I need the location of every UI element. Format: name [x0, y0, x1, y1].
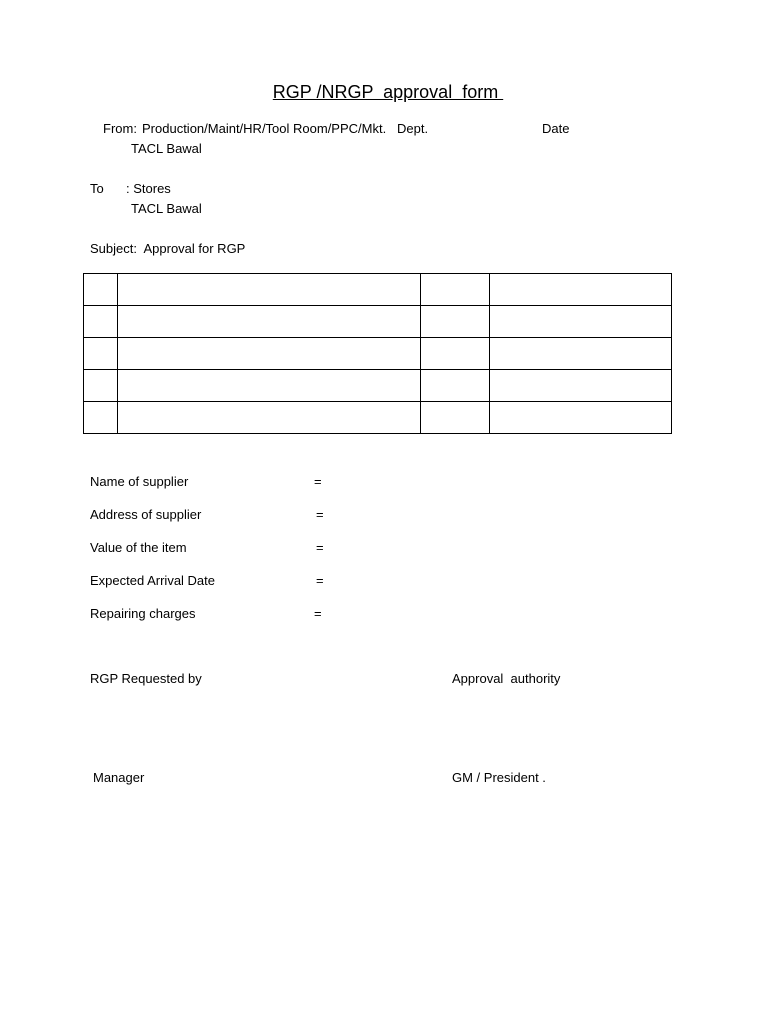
items-table [83, 273, 672, 434]
repair-charges-equals: = [314, 606, 322, 621]
table-cell [84, 402, 118, 434]
table-row [84, 370, 672, 402]
gm-president-label: GM / President . [452, 770, 546, 785]
table-cell [421, 370, 490, 402]
item-value-label: Value of the item [90, 540, 187, 555]
from-label: From: [103, 121, 137, 136]
supplier-address-label: Address of supplier [90, 507, 202, 522]
repair-charges-label: Repairing charges [90, 606, 196, 621]
table-cell [490, 370, 672, 402]
table-cell [490, 402, 672, 434]
table-cell [490, 274, 672, 306]
to-value: : Stores [126, 181, 171, 196]
table-cell [84, 306, 118, 338]
item-value-equals: = [316, 540, 324, 555]
table-cell [421, 274, 490, 306]
table-row [84, 402, 672, 434]
table-cell [421, 338, 490, 370]
from-department: Production/Maint/HR/Tool Room/PPC/Mkt. Dept. [142, 121, 429, 136]
table-cell [84, 370, 118, 402]
subject-line: Subject: Approval for RGP [90, 241, 246, 256]
table-cell [118, 370, 421, 402]
table-cell [118, 306, 421, 338]
date-label: Date [542, 121, 570, 136]
table-cell [118, 274, 421, 306]
table-cell [421, 402, 490, 434]
supplier-name-label: Name of supplier [90, 474, 189, 489]
table-cell [84, 338, 118, 370]
from-location: TACL Bawal [131, 141, 202, 156]
table-cell [421, 306, 490, 338]
form-title: RGP /NRGP approval form [272, 82, 504, 102]
table-row [84, 306, 672, 338]
requested-by-label: RGP Requested by [90, 671, 202, 686]
table-cell [490, 306, 672, 338]
approval-authority-label: Approval authority [452, 671, 561, 686]
to-location: TACL Bawal [131, 201, 202, 216]
manager-label: Manager [93, 770, 145, 785]
table-row [84, 338, 672, 370]
table-cell [490, 338, 672, 370]
table-cell [84, 274, 118, 306]
table-row [84, 274, 672, 306]
arrival-date-equals: = [316, 573, 324, 588]
table-cell [118, 338, 421, 370]
table-cell [118, 402, 421, 434]
supplier-name-equals: = [314, 474, 322, 489]
to-label: To [90, 181, 104, 196]
supplier-address-equals: = [316, 507, 324, 522]
arrival-date-label: Expected Arrival Date [90, 573, 216, 588]
